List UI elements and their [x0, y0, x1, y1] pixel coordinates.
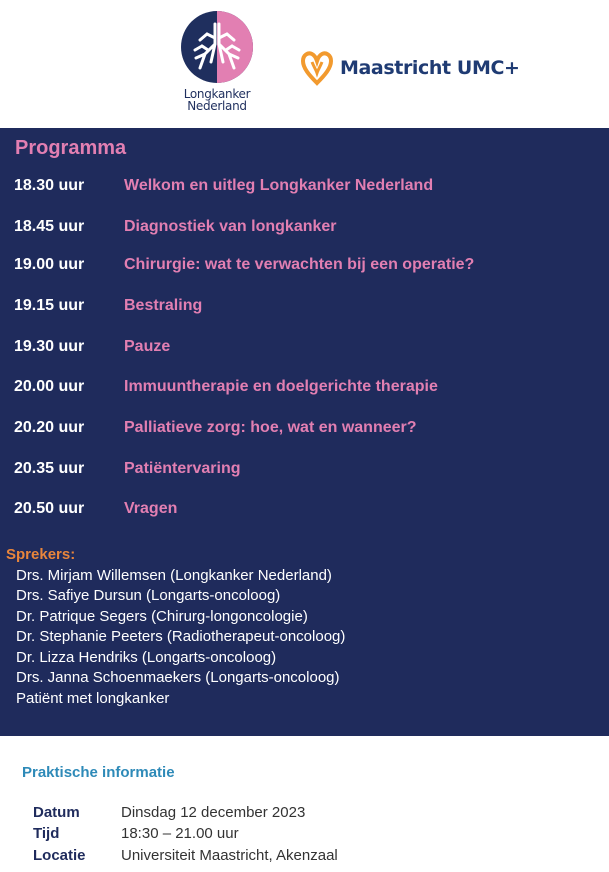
program-row: [14, 297, 594, 319]
program-topic: Welkom en uitleg Longkanker Nederland: [124, 177, 434, 194]
program-row: [14, 378, 594, 400]
program-time: 19.00 uur: [14, 256, 85, 273]
program-topic: Palliatieve zorg: hoe, wat en wanneer?: [124, 419, 417, 436]
program-time: 20.50 uur: [14, 500, 85, 517]
program-row: [14, 500, 594, 522]
program-topic: Chirurgie: wat te verwachten bij een operatie?: [124, 256, 475, 273]
praktische-informatie-title: Praktische informatie: [22, 764, 175, 781]
program-topic: Diagnostiek van longkanker: [124, 218, 337, 235]
info-label: Locatie: [33, 847, 86, 864]
info-row-locatie: [33, 847, 533, 867]
program-time: 20.20 uur: [14, 419, 85, 436]
program-row: [14, 256, 594, 278]
info-value: Universiteit Maastricht, Akenzaal: [121, 847, 338, 864]
program-row: [14, 177, 594, 199]
logo-text-line2: Nederland: [187, 99, 247, 113]
info-value: 18:30 – 21.00 uur: [121, 825, 239, 842]
programma-title: Programma: [15, 137, 127, 159]
program-topic: Vragen: [124, 500, 178, 517]
info-label: Datum: [33, 804, 80, 821]
program-topic: Pauze: [124, 338, 171, 355]
longkanker-logo: [178, 10, 256, 114]
logo-text-line1: Longkanker: [183, 87, 251, 101]
speaker-item: Drs. Janna Schoenmaekers (Longarts-oncoloog): [16, 669, 340, 686]
program-row: [14, 218, 594, 240]
program-topic: Immuuntherapie en doelgerichte therapie: [124, 378, 438, 395]
maastricht-umc-logo: [300, 48, 520, 88]
program-topic: Patiëntervaring: [124, 460, 241, 477]
speaker-item: Patiënt met longkanker: [16, 690, 170, 707]
mumc-heart-icon: [300, 49, 334, 87]
speaker-item: Dr. Lizza Hendriks (Longarts-oncoloog): [16, 649, 277, 666]
sprekers-title: Sprekers:: [6, 546, 76, 563]
mumc-name: Maastricht UMC+: [340, 57, 520, 79]
info-label: Tijd: [33, 825, 60, 842]
program-time: 20.35 uur: [14, 460, 85, 477]
info-value: Dinsdag 12 december 2023: [121, 804, 306, 821]
speaker-item: Drs. Safiye Dursun (Longarts-oncoloog): [16, 587, 281, 604]
program-time: 19.30 uur: [14, 338, 85, 355]
program-time: 18.45 uur: [14, 218, 85, 235]
info-row-tijd: [33, 825, 533, 845]
program-row: [14, 460, 594, 482]
speaker-item: Dr. Stephanie Peeters (Radiotherapeut-oncoloog): [16, 628, 346, 645]
speaker-item: Dr. Patrique Segers (Chirurg-longoncologie): [16, 608, 308, 625]
program-row: [14, 419, 594, 441]
header: [0, 0, 609, 128]
program-time: 20.00 uur: [14, 378, 85, 395]
lungs-icon: [178, 10, 256, 88]
speaker-item: Drs. Mirjam Willemsen (Longkanker Nederland): [16, 567, 332, 584]
program-row: [14, 338, 594, 360]
program-time: 19.15 uur: [14, 297, 85, 314]
program-time: 18.30 uur: [14, 177, 85, 194]
info-row-datum: [33, 804, 533, 824]
program-topic: Bestraling: [124, 297, 203, 314]
